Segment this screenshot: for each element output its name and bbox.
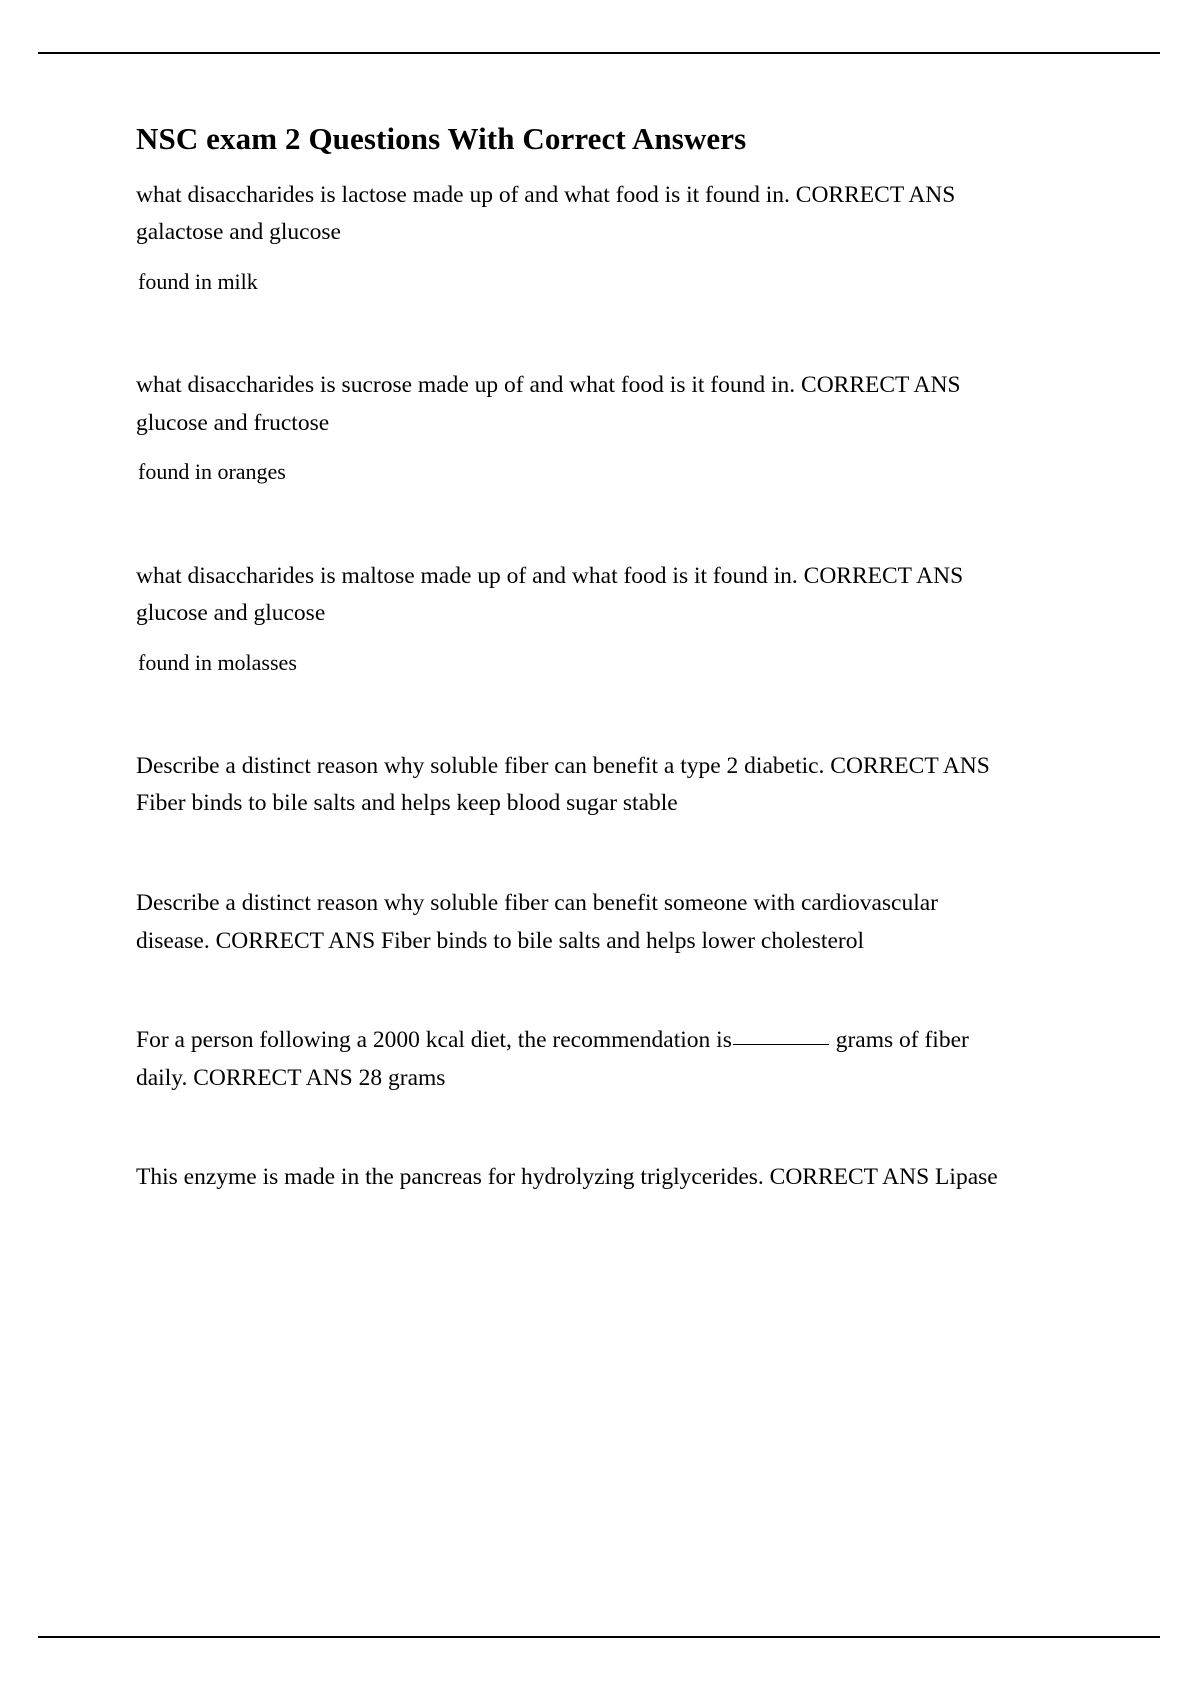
block-spacer bbox=[136, 694, 1016, 748]
block-spacer bbox=[136, 313, 1016, 367]
question-answer-text: Describe a distinct reason why soluble fiber can benefit someone with cardiovascular disease. CORRECT ANS Fiber binds to bile salts and helps lower cholesterol bbox=[136, 890, 938, 954]
qa-block-7 bbox=[136, 1159, 1016, 1197]
block-spacer bbox=[136, 974, 1016, 1022]
document-body bbox=[136, 120, 1016, 1211]
fill-blank-prefix: For a person following a 2000 kcal diet, the recommendation is bbox=[136, 1027, 732, 1054]
supplementary-text: found in oranges bbox=[138, 459, 286, 485]
fill-blank-suffix: grams of fiber daily. CORRECT ANS 28 grams bbox=[136, 1027, 969, 1091]
question-answer-text: This enzyme is made in the pancreas for hydrolyzing triglycerides. CORRECT ANS Lipase bbox=[136, 1164, 998, 1191]
qa-block-3 bbox=[136, 558, 1016, 680]
qa-block-4 bbox=[136, 748, 1016, 823]
header-divider bbox=[38, 52, 1160, 54]
question-answer-text: what disaccharides is maltose made up of and what food is it found in. CORRECT ANS glucose and glucose bbox=[136, 562, 964, 627]
qa-block-6 bbox=[136, 1022, 1016, 1097]
question-answer-text: what disaccharides is lactose made up of and what food is it found in. CORRECT ANS galactose and glucose bbox=[136, 181, 956, 246]
block-spacer bbox=[136, 837, 1016, 885]
fill-in-blank bbox=[733, 1043, 829, 1045]
question-answer-text-fill-blank bbox=[136, 1022, 1016, 1097]
footer-divider bbox=[38, 1636, 1160, 1638]
question-answer-text: what disaccharides is sucrose made up of and what food is it found in. CORRECT ANS glucose and fructose bbox=[136, 372, 961, 436]
supplementary-text: found in molasses bbox=[138, 649, 297, 675]
supplementary-text: found in milk bbox=[138, 268, 258, 294]
block-spacer bbox=[136, 1111, 1016, 1159]
qa-block-2 bbox=[136, 367, 1016, 489]
qa-block-5 bbox=[136, 885, 1016, 960]
question-answer-text: Describe a distinct reason why soluble fiber can benefit a type 2 diabetic. CORRECT ANS Fiber binds to bile salts and helps keep blood sugar stable bbox=[136, 752, 990, 817]
page-title: NSC exam 2 Questions With Correct Answers bbox=[136, 121, 747, 156]
block-spacer bbox=[136, 504, 1016, 558]
qa-block-1 bbox=[136, 177, 1016, 299]
